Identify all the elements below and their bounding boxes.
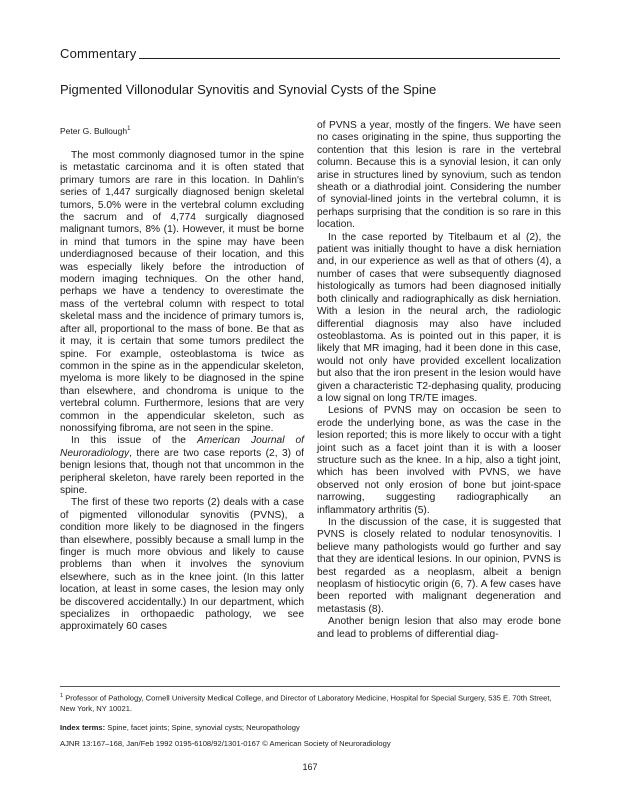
section-rule: [139, 58, 560, 59]
journal-citation: AJNR 13:167–168, Jan/Feb 1992 0195-6108/92/1301-0167 © American Society of Neuroradiology: [60, 739, 391, 748]
paragraph: The most commonly diagnosed tumor in the spine is metastatic carcinoma and it is often stated that primary tumors are rare in this location. In Dahlin's series of 1,447 surgically diagnosed benign skeletal tumors, 5.0% were in the vertebral column excluding the sacrum and of 4,774 surgically diagnosed malignant tumors, 8% (1). However, it must be borne in mind that tumors in the spine may have been underdiagnosed because of their location, and this was especially likely before the introduction of modern imaging techniques. On the other hand, perhaps we have a tendency to overestimate the mass of the vertebral column with respect to total skeletal mass and the incidence of primary tumors is, after all, proportional to the mass of bone. Be that as it may, it is certain that some tumors predilect the spine. For example, osteoblastoma is twice as common in the spine as in the appendicular skeleton, myeloma is more likely to be diagnosed in the spine than elsewhere, and chondroma is unique to the vertebral column. Furthermore, lesions that are very common in the appendicular skeleton, such as nonossifying fibroma, are not seen in the spine.: [60, 150, 304, 434]
index-terms: [60, 723, 560, 733]
index-terms-label: Index terms:: [60, 723, 106, 732]
page-number: 167: [302, 762, 318, 772]
author-line: [60, 124, 130, 137]
footnote-text: Professor of Pathology, Cornell University Medical College, and Director of Laboratory Medicine, Hospital for Special Surgery, 535 E. 70th Street, New York, NY 10021.: [60, 693, 552, 713]
journal-name: American Journal of Neuroradiology: [60, 435, 304, 459]
left-column: [60, 150, 304, 634]
index-terms-text: Spine, facet joints; Spine, synovial cysts; Neuropathology: [107, 723, 300, 732]
affiliation-footnote: [60, 691, 560, 714]
paragraph: of PVNS a year, mostly of the fingers. We have seen no cases originating in the spine, thus supporting the contention that this lesion is rare in the vertebral column. Because this is a synovial lesion, it can only arise in structures lined by synovium, such as tendon sheath or a diathrodial joint. Considering the number of synovial-lined joints in the vertebral column, it is perhaps surprising that the condition is so rare in this location.: [317, 120, 561, 231]
footnote-divider: [60, 686, 560, 687]
paragraph: In the case reported by Titelbaum et al (2), the patient was initially thought to have a disk herniation and, in our experience as well as that of others (4), a number of cases that were subsequently diagnosed histologically as tumors had been diagnosed initially both clinically and radiographically as disk herniation. With a lesion in the neural arch, the radiologic differential diagnosis may also have included osteoblastoma. As is pointed out in this paper, it is likely that MR imaging, had it been done in this case, would not only have provided excellent localization but also that the iron present in the lesion would have given a characteristic T2-dephasing quality, producing a low signal on long TR/TE images.: [317, 231, 561, 404]
article-title: Pigmented Villonodular Synovitis and Synovial Cysts of the Spine: [60, 82, 437, 97]
author-footnote-mark: 1: [127, 126, 131, 132]
paragraph: Another benign lesion that also may erode bone and lead to problems of differential diag-: [317, 616, 561, 640]
paragraph: The first of these two reports (2) deals with a case of pigmented villonodular synovitis (PVNS), a condition more likely to be diagnosed in the fingers than elsewhere, possibly because a small lump in the finger is much more obvious and likely to cause problems than when it involves the synovium elsewhere, such as in the knee joint. (In this latter location, at least in some cases, the lesion may only be discovered accidentally.) In our department, which specializes in orthopaedic pathology, we see approximately 60 cases: [60, 497, 304, 633]
paragraph: In this issue of the American Journal of Neuroradiology, there are two case reports (2, 3) of benign lesions that, though not that uncommon in the peripheral skeleton, have rarely been reported in the spine.: [60, 435, 304, 496]
section-header: [60, 45, 560, 61]
paragraph: In the discussion of the case, it is suggested that PVNS is closely related to nodular tenosynovitis. I believe many pathologists would go further and say that they are identical lesions. In our opinion, PVNS is best regarded as a neoplasm, albeit a benign neoplasm of histiocytic origin (6, 7). A few cases have been reported with malignant degeneration and metastasis (8).: [317, 517, 561, 615]
paragraph: Lesions of PVNS may on occasion be seen to erode the underlying bone, as was the case in the lesion reported; this is more likely to occur with a tight joint such as a facet joint than it is with a looser structure such as the knee. In a hip, also a tight joint, which has been involved with PVNS, we have observed not only erosion of bone but joint-space narrowing, suggesting radiographically an inflammatory arthritis (5).: [317, 405, 561, 516]
footnote-mark: 1: [60, 693, 64, 699]
section-label: Commentary: [60, 46, 137, 61]
author-name: Peter G. Bullough: [60, 125, 128, 136]
right-column: [317, 120, 561, 641]
